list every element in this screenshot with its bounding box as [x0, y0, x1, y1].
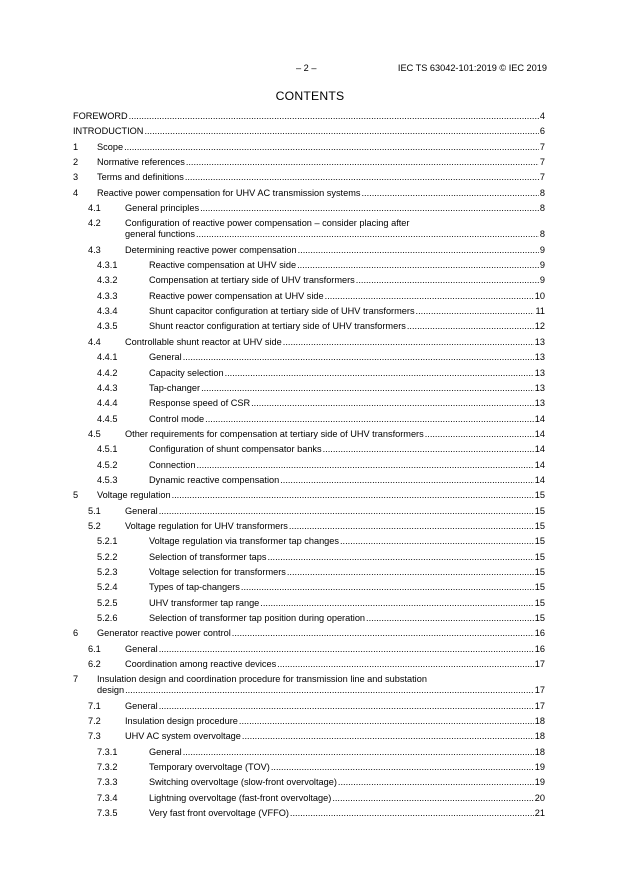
toc-entry-number: 6.1 [88, 643, 101, 654]
toc-entry-label: design [97, 685, 125, 696]
toc-entry-number: 6.2 [88, 659, 101, 670]
toc-entry-number: 5.2.4 [97, 582, 118, 593]
toc-entry[interactable] [73, 126, 545, 137]
toc-entry-number: 5.2.6 [97, 613, 118, 623]
toc-entry-label: Control mode [149, 413, 205, 424]
toc-entry-page: 19 [534, 777, 545, 788]
toc-entry-label: Reactive power compensation for UHV AC transmission systems [97, 187, 361, 198]
toc-entry-label: General [149, 746, 182, 757]
toc-entry-label: Compensation at tertiary side of UHV transformers [149, 275, 355, 286]
toc-entry-page: 15 [534, 551, 545, 562]
dot-leader [267, 552, 533, 563]
dot-leader [172, 490, 534, 501]
toc-entry-page: 12 [534, 321, 545, 332]
toc-entry-page: 15 [534, 520, 545, 531]
toc-entry-page: 13 [534, 382, 545, 393]
toc-entry-number: 4.1 [88, 203, 101, 214]
toc-entry[interactable] [73, 552, 545, 563]
toc-entry-label: Voltage regulation for UHV transformers [125, 520, 288, 531]
toc-entry-page: 15 [534, 613, 545, 623]
toc-entry-number: 4.3 [88, 244, 101, 255]
toc-entry-label: Controllable shunt reactor at UHV side [125, 336, 282, 347]
toc-entry-number: 4.5 [88, 428, 101, 439]
toc-entry[interactable] [73, 598, 545, 609]
dot-leader [159, 644, 534, 655]
toc-entry[interactable] [73, 414, 545, 425]
dot-leader [185, 172, 539, 183]
standard-reference: IEC TS 63042-101:2019 © IEC 2019 [397, 63, 547, 73]
toc-entry-number: 4.3.1 [97, 260, 118, 271]
toc-entry-page: 8 [539, 229, 545, 240]
toc-entry-number: 1 [73, 141, 79, 152]
toc-entry-page: 14 [534, 428, 545, 439]
dot-leader [366, 613, 534, 624]
toc-entry-label: Determining reactive power compensation [125, 244, 297, 255]
toc-entry[interactable] [73, 291, 545, 302]
dot-leader [416, 306, 535, 317]
toc-entry-number: 4.5.2 [97, 459, 118, 470]
dot-leader [159, 506, 534, 517]
toc-entry[interactable] [73, 475, 545, 486]
toc-entry-label: Switching overvoltage (slow-front overvoltage) [149, 777, 337, 788]
toc-entry-number: 7.3.1 [97, 746, 118, 757]
toc-entry-label: General [149, 352, 182, 363]
toc-entry-label: Capacity selection [149, 367, 224, 378]
toc-entry[interactable] [73, 352, 545, 363]
toc-entry[interactable] [73, 731, 545, 742]
toc-entry[interactable] [73, 383, 545, 394]
toc-entry[interactable] [73, 306, 545, 317]
toc-entry-label: Voltage regulation [97, 490, 171, 501]
toc-entry[interactable] [73, 567, 545, 578]
toc-entry-page: 19 [534, 762, 545, 773]
dot-leader [323, 444, 534, 455]
toc-entry-page: 18 [534, 716, 545, 727]
toc-entry-page: 7 [539, 141, 545, 152]
toc-entry-page: 14 [534, 413, 545, 424]
toc-entry-page: 6 [539, 126, 545, 137]
toc-entry-number: 4.4.4 [97, 398, 118, 409]
toc-entry[interactable] [73, 659, 545, 670]
toc-entry-label: Voltage regulation via transformer tap changes [149, 536, 339, 547]
toc-entry-label: Very fast front overvoltage (VFFO) [149, 808, 289, 819]
toc-entry-page: 4 [539, 111, 545, 121]
toc-entry-page: 13 [534, 367, 545, 378]
toc-entry-page: 13 [534, 352, 545, 363]
dot-leader [129, 111, 539, 122]
toc-entry-label: Generator reactive power control [97, 628, 231, 639]
toc-entry-number: 5.2.1 [97, 536, 118, 547]
toc-entry-page: 20 [534, 792, 545, 803]
toc-entry-label: Tap-changer [149, 382, 201, 393]
toc-entry[interactable] [73, 337, 545, 348]
toc-entry-number: 4.3.5 [97, 321, 118, 332]
toc-entry-number: 4.4.1 [97, 352, 118, 363]
toc-entry[interactable] [73, 490, 545, 501]
toc-entry-number: 4.3.2 [97, 275, 118, 286]
toc-entry-label: General [125, 643, 158, 654]
dot-leader [225, 368, 534, 379]
toc-entry-label: Selection of transformer taps [149, 551, 267, 562]
toc-entry-page: 16 [534, 643, 545, 654]
toc-entry-label: General [125, 505, 158, 516]
toc-entry[interactable] [73, 747, 545, 758]
toc-entry-label: Connection [149, 459, 196, 470]
dot-leader [283, 337, 534, 348]
toc-entry-number: 7.3.2 [97, 762, 118, 773]
toc-entry-number: 7 [73, 674, 79, 685]
toc-entry-label: Reactive power compensation at UHV side [149, 290, 324, 301]
toc-entry-label: Response speed of CSR [149, 398, 251, 409]
toc-entry-page: 15 [534, 536, 545, 547]
toc-entry-number: 4.4 [88, 336, 101, 347]
toc-entry-number: 5.2.2 [97, 551, 118, 562]
toc-entry[interactable] [73, 674, 545, 696]
toc-entry[interactable] [73, 429, 545, 440]
toc-entry-label-first-line: Configuration of reactive power compensation – consider placing after [125, 218, 410, 229]
toc-entry[interactable] [73, 701, 545, 712]
dot-leader [125, 685, 534, 696]
dot-leader [356, 275, 539, 286]
dot-leader [159, 701, 534, 712]
dot-leader [332, 793, 533, 804]
toc-entry-number: 4.4.3 [97, 382, 118, 393]
toc-entry[interactable] [73, 716, 545, 727]
toc-entry[interactable] [73, 260, 545, 271]
page-number: – 2 – [296, 63, 317, 73]
toc-entry[interactable] [73, 777, 545, 788]
toc-entry-page: 14 [534, 444, 545, 455]
toc-entry-number: 4 [73, 187, 79, 198]
dot-leader [297, 260, 539, 271]
toc-entry-page: 9 [539, 260, 545, 271]
toc-entry-page: 9 [539, 244, 545, 255]
toc-entry-page: 13 [534, 398, 545, 409]
toc-entry-page: 15 [534, 490, 545, 501]
toc-entry-label-first-line: Insulation design and coordination procedure for transmission line and substation [97, 674, 427, 685]
contents-title: CONTENTS [275, 89, 345, 103]
dot-leader [205, 414, 534, 425]
toc-entry-number: 5.2.3 [97, 566, 118, 577]
dot-leader [239, 716, 534, 727]
toc-entry[interactable] [73, 203, 545, 214]
toc-entry-label: general functions [125, 229, 195, 240]
dot-leader [340, 536, 534, 547]
toc-entry-label: UHV transformer tap range [149, 597, 260, 608]
toc-entry-number: 7.3 [88, 731, 101, 742]
toc-entry[interactable] [73, 188, 545, 199]
toc-entry-number: 4.3.3 [97, 290, 118, 301]
dot-leader [289, 521, 534, 532]
toc-entry-label: Temporary overvoltage (TOV) [149, 762, 270, 773]
dot-leader [425, 429, 534, 440]
toc-entry-number: 7.3.4 [97, 792, 118, 803]
toc-entry-page: 16 [534, 628, 545, 639]
toc-entry[interactable] [73, 521, 545, 532]
toc-entry[interactable] [73, 142, 545, 153]
dot-leader [200, 203, 539, 214]
toc-entry-label: Voltage selection for transformers [149, 566, 286, 577]
toc-entry-number: 4.5.1 [97, 444, 118, 455]
toc-entry-label: Shunt capacitor configuration at tertiary side of UHV transformers [149, 306, 415, 317]
toc-entry-label: Terms and definitions [97, 172, 184, 183]
toc-entry[interactable] [73, 536, 545, 547]
toc-entry-number: 4.4.2 [97, 367, 118, 378]
table-of-contents [73, 111, 545, 819]
toc-entry-number: 7.2 [88, 716, 101, 727]
toc-entry-page: 17 [534, 700, 545, 711]
dot-leader [280, 475, 534, 486]
toc-entry[interactable] [73, 321, 545, 332]
toc-entry-label: Other requirements for compensation at tertiary side of UHV transformers [125, 428, 424, 439]
toc-entry-number: 5.2.5 [97, 597, 118, 608]
toc-entry-label: Scope [97, 141, 124, 152]
toc-entry[interactable] [73, 628, 545, 639]
dot-leader [277, 659, 534, 670]
toc-entry-page: 8 [539, 203, 545, 214]
toc-entry-page: 18 [534, 731, 545, 742]
toc-entry[interactable] [73, 275, 545, 286]
toc-entry-page: 7 [539, 157, 545, 168]
toc-entry-label: Insulation design procedure [125, 716, 238, 727]
toc-entry[interactable] [73, 613, 545, 624]
toc-entry-label: Reactive compensation at UHV side [149, 260, 297, 271]
toc-entry-page: 15 [534, 597, 545, 608]
toc-entry[interactable] [73, 793, 545, 804]
toc-entry[interactable] [73, 157, 545, 168]
toc-entry[interactable] [73, 368, 545, 379]
toc-entry-number: 4.3.4 [97, 306, 118, 317]
toc-entry-label: INTRODUCTION [73, 126, 144, 137]
toc-entry-number: 5.2 [88, 520, 101, 531]
toc-entry[interactable] [73, 582, 545, 593]
toc-entry-label: Coordination among reactive devices [125, 659, 277, 670]
toc-entry-label: FOREWORD [73, 111, 128, 121]
toc-entry-label: Configuration of shunt compensator banks [149, 444, 322, 455]
toc-entry-number: 4.5.3 [97, 474, 118, 485]
page-header [0, 61, 620, 75]
dot-leader [338, 777, 534, 788]
dot-leader [232, 628, 534, 639]
toc-entry-label: UHV AC system overvoltage [125, 731, 241, 742]
toc-entry-number: 4.4.5 [97, 413, 118, 424]
dot-leader [196, 229, 539, 240]
toc-entry-label: Types of tap-changers [149, 582, 240, 593]
toc-entry-number: 7.1 [88, 700, 101, 711]
dot-leader [124, 142, 539, 153]
toc-entry-page: 7 [539, 172, 545, 183]
toc-entry-number: 3 [73, 172, 79, 183]
toc-entry-number: 2 [73, 157, 79, 168]
toc-entry-page: 17 [534, 685, 545, 696]
toc-entry-label: Dynamic reactive compensation [149, 474, 280, 485]
toc-entry[interactable] [73, 172, 545, 183]
toc-entry[interactable] [73, 218, 545, 240]
toc-entry-label: Normative references [97, 157, 185, 168]
toc-entry[interactable] [73, 506, 545, 517]
toc-entry[interactable] [73, 111, 545, 122]
toc-entry-page: 15 [534, 582, 545, 593]
dot-leader [298, 245, 539, 256]
dot-leader [242, 731, 534, 742]
toc-entry-page: 15 [534, 505, 545, 516]
dot-leader [183, 747, 534, 758]
toc-entry-page: 9 [539, 275, 545, 286]
toc-entry-number: 5 [73, 490, 79, 501]
toc-entry-number: 4.2 [88, 218, 101, 229]
toc-entry[interactable] [73, 444, 545, 455]
toc-entry-number: 7.3.5 [97, 808, 118, 819]
toc-entry-page: 15 [534, 566, 545, 577]
toc-entry[interactable] [73, 762, 545, 773]
toc-entry-page: 21 [534, 808, 545, 819]
dot-leader [260, 598, 533, 609]
toc-entry[interactable] [73, 808, 545, 819]
toc-entry[interactable] [73, 245, 545, 256]
toc-entry-page: 18 [534, 746, 545, 757]
toc-entry-label: Lightning overvoltage (fast-front overvoltage) [149, 792, 332, 803]
toc-entry-number: 6 [73, 628, 79, 639]
dot-leader [407, 321, 534, 332]
dot-leader [144, 126, 538, 137]
toc-entry-label: Selection of transformer tap position during operation [149, 613, 366, 623]
toc-entry-page: 14 [534, 474, 545, 485]
toc-entry-page: 17 [534, 659, 545, 670]
toc-entry-page: 13 [534, 336, 545, 347]
toc-entry[interactable] [73, 644, 545, 655]
dot-leader [251, 398, 534, 409]
toc-entry-page: 14 [534, 459, 545, 470]
toc-entry[interactable] [73, 398, 545, 409]
dot-leader [241, 582, 534, 593]
dot-leader [325, 291, 534, 302]
dot-leader [186, 157, 539, 168]
toc-entry-label: Shunt reactor configuration at tertiary side of UHV transformers [149, 321, 406, 332]
toc-entry-page: 8 [539, 187, 545, 198]
toc-entry-label: General principles [125, 203, 200, 214]
dot-leader [196, 460, 533, 471]
dot-leader [183, 352, 534, 363]
dot-leader [290, 808, 534, 819]
toc-entry-number: 7.3.3 [97, 777, 118, 788]
dot-leader [201, 383, 534, 394]
dot-leader [287, 567, 534, 578]
toc-entry-number: 5.1 [88, 505, 101, 516]
dot-leader [361, 188, 538, 199]
toc-entry-page: 11 [535, 306, 545, 317]
toc-entry[interactable] [73, 460, 545, 471]
toc-entry-page: 10 [534, 290, 545, 301]
dot-leader [271, 762, 534, 773]
toc-entry-label: General [125, 700, 158, 711]
